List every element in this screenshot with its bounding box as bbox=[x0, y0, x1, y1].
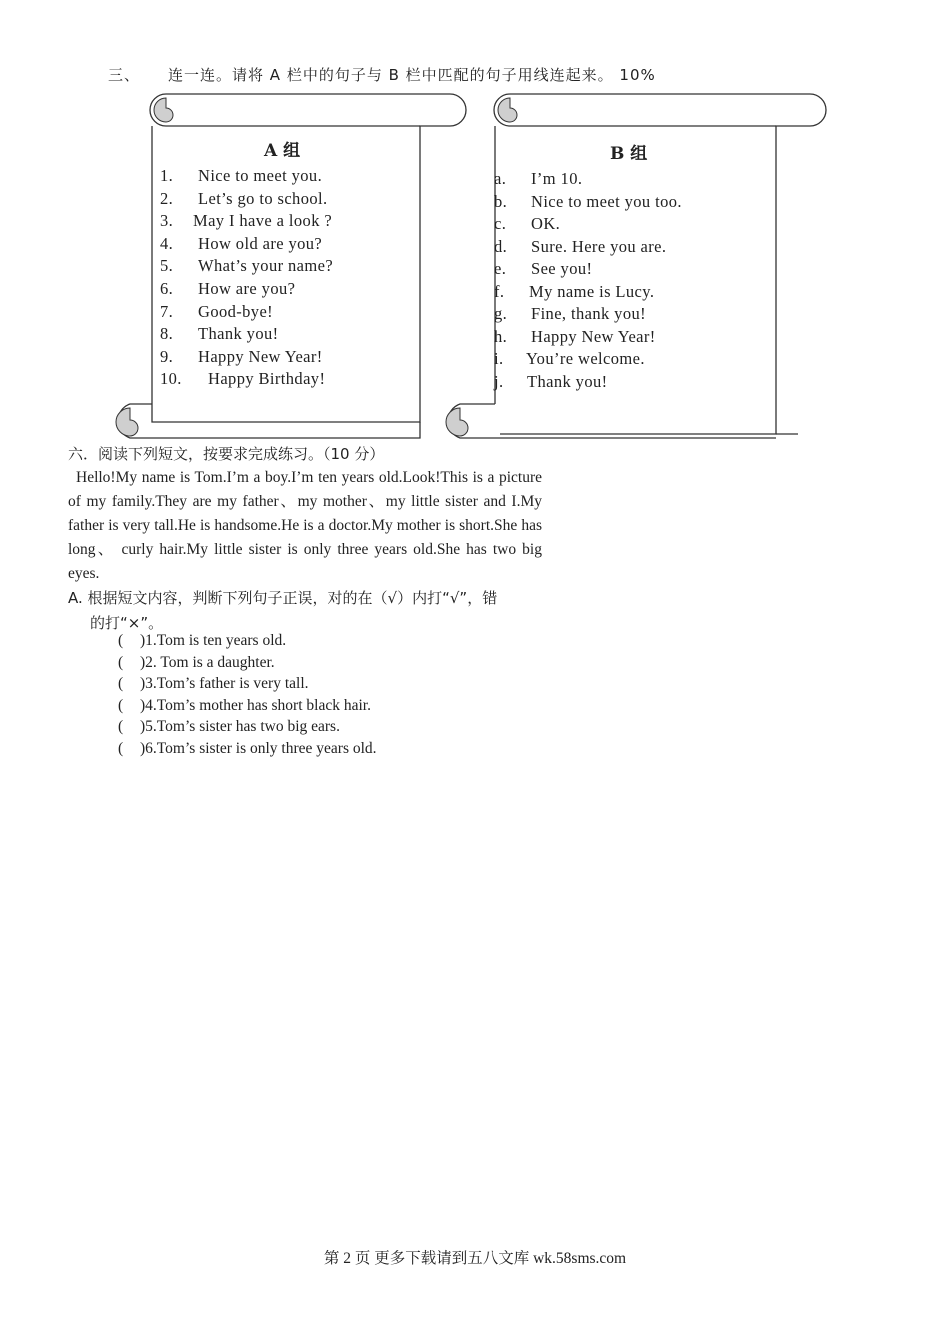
group-b-title: B 组 bbox=[610, 144, 648, 164]
group-a-item bbox=[160, 256, 333, 276]
answer-blank[interactable]: ( bbox=[118, 632, 124, 649]
group-b-item bbox=[494, 259, 592, 279]
true-false-item bbox=[118, 654, 275, 672]
group-b-item-text: You’re welcome. bbox=[526, 349, 645, 368]
group-a-item-number: 10. bbox=[160, 369, 182, 389]
scroll-b-bottom-curl bbox=[446, 408, 468, 436]
answer-blank[interactable]: ( bbox=[118, 675, 124, 693]
group-b-item-text: OK. bbox=[531, 214, 561, 233]
group-b-item-letter: j. bbox=[494, 371, 504, 391]
group-b-item bbox=[494, 237, 666, 257]
group-a-item-text: Happy Birthday! bbox=[208, 369, 326, 389]
true-false-statement: )4.Tom’s mother has short black hair. bbox=[140, 696, 371, 714]
group-b-item-letter: e. bbox=[494, 259, 507, 278]
group-a-item-text: Let’s go to school. bbox=[198, 188, 328, 208]
group-a-item-text: What’s your name? bbox=[198, 256, 334, 276]
scroll-a-top-curl bbox=[154, 98, 173, 122]
group-a-item bbox=[160, 189, 328, 209]
page-footer: 第 2 页 更多下载请到五八文库 wk.58sms.com bbox=[323, 1250, 627, 1267]
group-b-item-text: Fine, thank you! bbox=[531, 304, 647, 323]
answer-blank[interactable]: ( bbox=[118, 740, 124, 757]
true-false-statement: )3.Tom’s father is very tall. bbox=[140, 675, 309, 693]
group-b-item-letter: b. bbox=[494, 191, 508, 211]
group-a-item-text: Nice to meet you. bbox=[198, 166, 323, 185]
group-b-item bbox=[494, 169, 582, 189]
group-a-item-text: May I have a look ? bbox=[193, 211, 333, 231]
scroll-a-bottom-curl bbox=[116, 408, 138, 436]
group-a-item bbox=[160, 211, 332, 231]
group-b-item-letter: i. bbox=[494, 349, 504, 368]
true-false-item bbox=[118, 675, 309, 693]
group-b-item-text: My name is Lucy. bbox=[529, 281, 655, 301]
group-a-item bbox=[160, 302, 273, 322]
scroll-b-top-curl bbox=[498, 98, 517, 122]
group-a-item-number: 6. bbox=[160, 279, 174, 298]
section3-heading bbox=[108, 64, 656, 85]
group-b-item bbox=[494, 304, 646, 324]
true-false-statement: )2. Tom is a daughter. bbox=[140, 653, 275, 671]
group-b-item-text: Thank you! bbox=[527, 371, 608, 391]
group-b-item-letter: c. bbox=[494, 214, 507, 233]
group-a-item bbox=[160, 166, 322, 186]
section3-instruction: 连一连。请将 A 栏中的句子与 B 栏中匹配的句子用线连起来。 10% bbox=[168, 66, 656, 84]
group-b-item-letter: f. bbox=[494, 281, 505, 301]
group-a-item-number: 3. bbox=[160, 211, 174, 231]
group-a-item-text: Thank you! bbox=[198, 324, 279, 344]
group-a-item bbox=[160, 234, 322, 254]
group-b-item bbox=[494, 349, 645, 369]
group-a-item-text: Happy New Year! bbox=[198, 346, 323, 366]
true-false-statement: )6.Tom’s sister is only three years old. bbox=[140, 740, 377, 757]
true-false-item bbox=[118, 718, 340, 736]
answer-blank[interactable]: ( bbox=[118, 653, 124, 671]
group-a-title: A 组 bbox=[264, 141, 301, 161]
true-false-item bbox=[118, 632, 286, 650]
part-a-instruction-line2: 的打“×”。 bbox=[90, 614, 164, 632]
true-false-statement: )5.Tom’s sister has two big ears. bbox=[140, 718, 340, 736]
group-b-item bbox=[494, 192, 682, 212]
true-false-item bbox=[118, 740, 377, 758]
part-a-instruction-line1: A. 根据短文内容，判断下列句子正误，对的在（√）内打“√”，错 bbox=[68, 589, 498, 607]
group-a-item-number: 5. bbox=[160, 256, 174, 276]
group-a-item-number: 7. bbox=[160, 301, 174, 321]
group-b-item-text: Happy New Year! bbox=[531, 326, 656, 346]
group-a-item-number: 8. bbox=[160, 324, 174, 344]
group-a-item-number: 9. bbox=[160, 346, 174, 366]
group-a-item-text: Good-bye! bbox=[198, 301, 274, 321]
group-b-item-letter: g. bbox=[494, 304, 508, 323]
group-b-item-text: See you! bbox=[531, 259, 593, 278]
group-b-item-text: I’m 10. bbox=[531, 169, 583, 188]
answer-blank[interactable]: ( bbox=[118, 718, 124, 736]
part-a-instruction bbox=[68, 586, 542, 636]
true-false-item bbox=[118, 697, 371, 715]
section6-heading: 六．阅读下列短文，按要求完成练习。（10 分） bbox=[68, 445, 385, 463]
group-b-item-text: Sure. Here you are. bbox=[531, 236, 667, 256]
group-b-item bbox=[494, 327, 656, 347]
group-a-item-number: 2. bbox=[160, 188, 174, 208]
group-b-item bbox=[494, 282, 654, 302]
reading-passage-text: Hello!My name is Tom.I’m a boy.I’m ten years old.Look!This is a picture of my family.They are my father、my mother、my little sister and I.My father is very tall.He is handsome.He is a doctor.My mother is short.She has long、 curly hair.My little sister is only three years old.She has two big eyes. bbox=[68, 469, 542, 582]
group-a-item bbox=[160, 347, 323, 367]
group-b-item-text: Nice to meet you too. bbox=[531, 191, 682, 211]
group-b-item-letter: d. bbox=[494, 236, 508, 256]
group-b-item-letter: a. bbox=[494, 169, 507, 188]
group-a-item bbox=[160, 369, 325, 389]
group-b-item bbox=[494, 372, 608, 392]
group-a-item-text: How old are you? bbox=[198, 233, 323, 253]
group-a-item-text: How are you? bbox=[198, 279, 296, 298]
group-a-item bbox=[160, 279, 295, 299]
reading-passage bbox=[68, 466, 542, 586]
group-b-item bbox=[494, 214, 560, 234]
section3-number: 三、 bbox=[108, 66, 141, 84]
group-a-item-number: 4. bbox=[160, 233, 174, 253]
answer-blank[interactable]: ( bbox=[118, 696, 124, 714]
true-false-statement: )1.Tom is ten years old. bbox=[140, 632, 287, 649]
group-a-item-number: 1. bbox=[160, 166, 174, 185]
group-b-item-letter: h. bbox=[494, 326, 508, 346]
group-a-item bbox=[160, 324, 279, 344]
